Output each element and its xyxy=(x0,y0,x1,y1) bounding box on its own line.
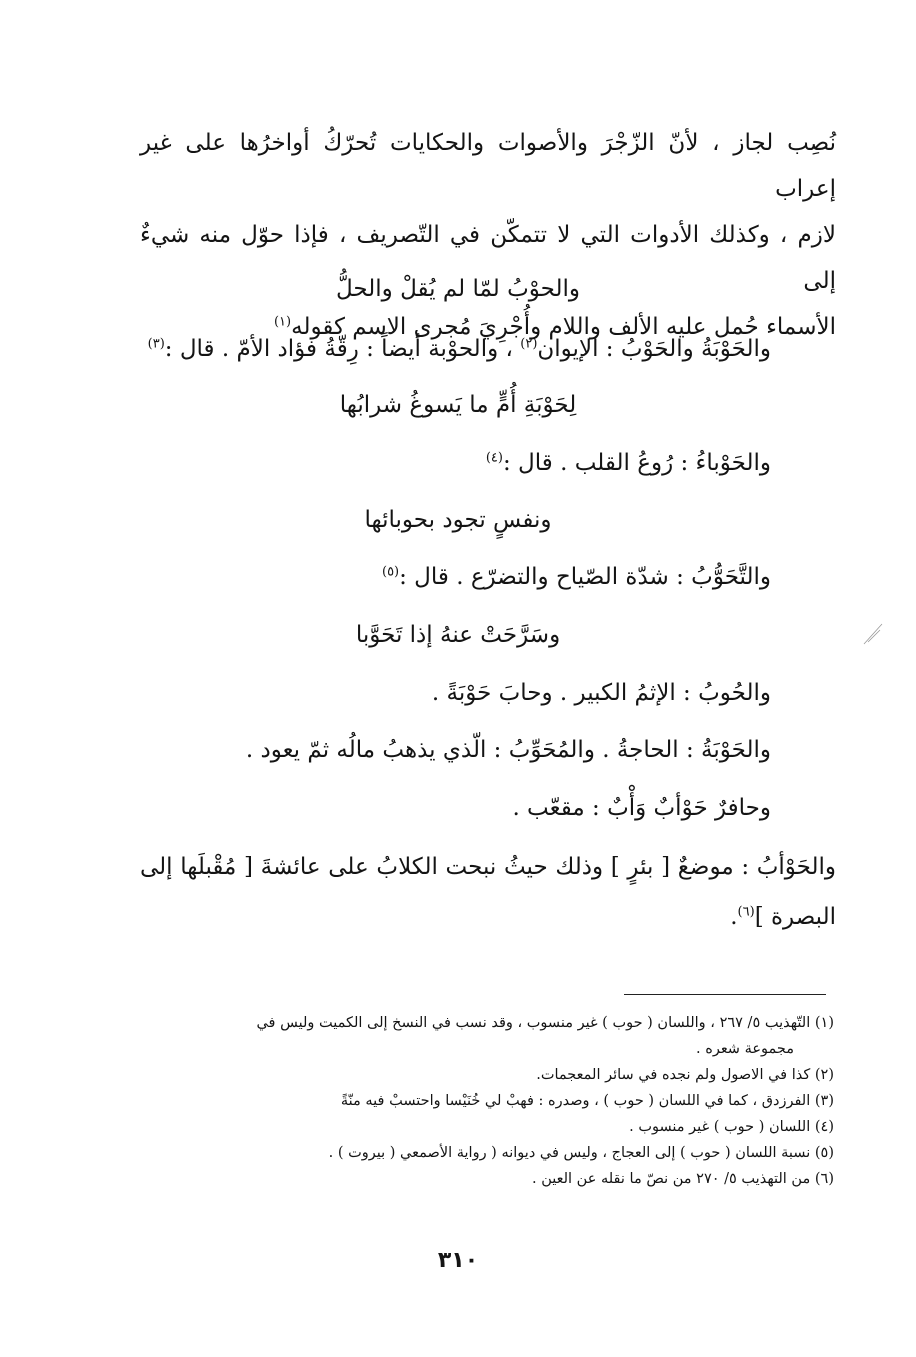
footnote-text: الفرزدق ، كما في اللسان ( حوب ) ، وصدره : فهبْ لي خُنَيْسا واحتسبْ فيه منّةً xyxy=(340,1093,811,1109)
footnote-number: (٢) xyxy=(814,1067,834,1083)
footnote-number: (٥) xyxy=(814,1145,834,1161)
intro-line-3-text: الأسماء حُمل عليه الألف واللام وأُجْرِيَ مُجرى الاسم كقوله xyxy=(291,314,836,340)
entry-hawba-text-a: والحَوْبَةُ والحَوْبُ : الإيوان xyxy=(537,336,771,362)
intro-paragraph xyxy=(140,120,836,350)
intro-line-2: لازم ، وكذلك الأدوات التي لا تتمكّن في التّصريف ، فإذا حوّل منه شيءٌ إلى xyxy=(140,222,836,294)
footnote-text: من التهذيب ٥/ ٢٧٠ من نصّ ما نقله عن العين . xyxy=(532,1171,811,1187)
footnote-ref-1: (١) xyxy=(273,314,292,330)
entry-hafir: وحافرٌ حَوْأبٌ وَأْبٌ : مقعّب . xyxy=(512,795,771,821)
footnote-text: التّهذيب ٥/ ٢٦٧ ، واللسان ( حوب ) غير منسوب ، وقد نسب في النسخ إلى الكميت وليس في xyxy=(256,1015,811,1031)
footnote-text: كذا في الاصول ولم نجده في سائر المعجمات. xyxy=(536,1067,811,1083)
entry-huwb: والحُوبُ : الإثمُ الكبير . وحابَ حَوْبَةً . xyxy=(431,680,771,706)
entry-hawab-text: والحَوْأبُ : موضعٌ [ بئرٍ ] وذلك حيثُ نبحت الكلابُ على عائشةَ [ مُقْبلَها إلى البصرة ] xyxy=(140,854,836,930)
footnote-ref-4: (٤) xyxy=(485,450,503,466)
scan-mark-icon xyxy=(862,622,884,646)
footnote-1-continued xyxy=(134,1036,834,1062)
footnote-ref-2: (٢) xyxy=(520,336,538,352)
footnote-ref-3: (٣) xyxy=(147,336,165,352)
footnote-text: مجموعة شعره . xyxy=(696,1041,794,1057)
footnote-number: (٦) xyxy=(814,1171,834,1187)
footnote-ref-5: (٥) xyxy=(381,564,400,580)
entry-hawab-end: . xyxy=(730,904,738,930)
footnote-text: اللسان ( حوب ) غير منسوب . xyxy=(629,1119,811,1135)
footnote-number: (٣) xyxy=(814,1093,834,1109)
entry-tahawwub-text: والتَّحَوُّبُ : شدّة الصّياح والتضرّع . قال : xyxy=(399,564,771,590)
verse-1: والحوْبُ لمّا لم يُقلْ والحلُّ xyxy=(336,276,580,302)
footnotes xyxy=(134,1010,834,1192)
verse-3: ونفسٍ تجود بحوبائها xyxy=(364,507,552,533)
entry-haja: والحَوْبَةُ : الحاجةُ . والمُحَوِّبُ : الّذي يذهبُ مالُه ثمّ يعود . xyxy=(245,737,771,763)
verse-2: لِحَوْبَةِ أُمٍّ ما يَسوغُ شرابُها xyxy=(339,392,577,418)
footnote-5 xyxy=(134,1140,834,1166)
entry-hawbaa-text: والحَوْباءُ : رُوعُ القلب . قال : xyxy=(502,450,771,476)
footnote-number: (٤) xyxy=(814,1119,834,1135)
footnote-2 xyxy=(134,1062,834,1088)
page-number: ٣١٠ xyxy=(437,1248,479,1273)
footnote-1 xyxy=(134,1010,834,1036)
entry-tahawwub xyxy=(131,554,771,600)
footnote-3 xyxy=(134,1088,834,1114)
footnote-text: نسبة اللسان ( حوب ) إلى العجاج ، وليس في ديوانه ( رواية الأصمعي ( بيروت ) . xyxy=(328,1145,811,1161)
footnote-ref-6: (٦) xyxy=(737,904,755,920)
verse-4: وسَرَّحَتْ عنهُ إذا تَحَوَّبا xyxy=(355,622,561,648)
entry-hawba xyxy=(131,326,771,372)
entry-hawbaa xyxy=(131,440,771,486)
entry-hawba-text-b: ، والحوْبة أيضاً : رِقّةُ فؤاد الأمّ . قال : xyxy=(164,336,513,362)
footnote-4 xyxy=(134,1114,834,1140)
footnote-number: (١) xyxy=(814,1015,834,1031)
footnote-6 xyxy=(134,1166,834,1192)
intro-line-1: نُصِب لجاز ، لأنّ الزّجْرَ والأصوات والحكايات تُحرّكُ أواخرُها على غير إعراب xyxy=(140,130,836,202)
footnote-divider xyxy=(624,994,826,995)
entry-hawab xyxy=(140,842,836,942)
